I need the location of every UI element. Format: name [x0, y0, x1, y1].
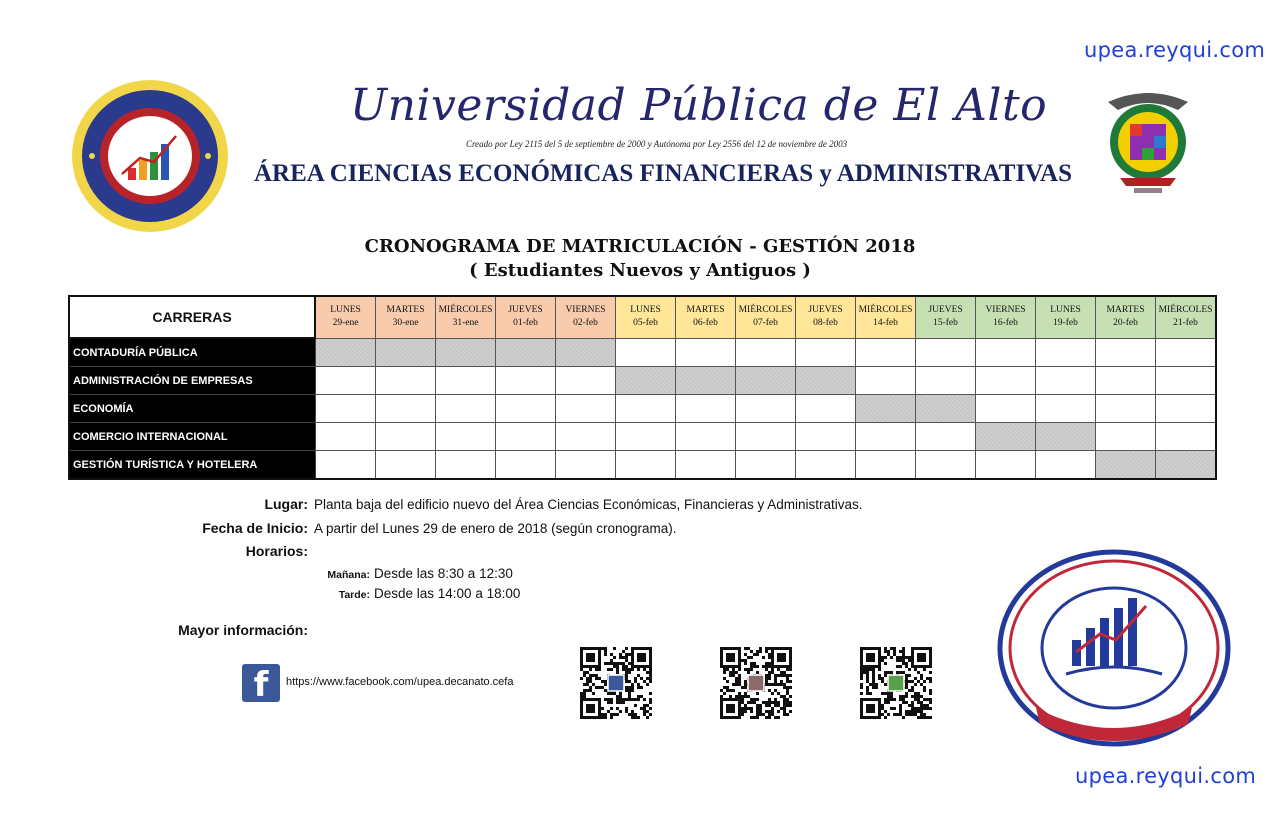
day-name: MARTES [386, 305, 425, 316]
day-date: 01-feb [513, 318, 538, 329]
empty-cell [796, 451, 856, 480]
enrollment-day-cell [376, 338, 436, 367]
empty-cell [376, 451, 436, 480]
empty-cell [1096, 395, 1156, 423]
tarde-value: Desde las 14:00 a 18:00 [374, 586, 521, 601]
day-name: MARTES [1106, 305, 1145, 316]
empty-cell [916, 423, 976, 451]
empty-cell [315, 395, 376, 423]
day-header [1036, 296, 1096, 338]
day-header [856, 296, 916, 338]
lugar-label: Lugar: [264, 496, 308, 512]
schedule-row [69, 451, 1216, 480]
empty-cell [676, 395, 736, 423]
empty-cell [315, 367, 376, 395]
day-date: 02-feb [573, 318, 598, 329]
empty-cell [496, 451, 556, 480]
schedule-row [69, 338, 1216, 367]
career-name: ECONOMÍA [69, 395, 315, 423]
tarde-label: Tarde: [338, 589, 370, 601]
manana-value: Desde las 8:30 a 12:30 [374, 566, 513, 581]
university-crest [1100, 86, 1196, 203]
empty-cell [736, 395, 796, 423]
schedule-title: CRONOGRAMA DE MATRICULACIÓN - GESTIÓN 2018 [364, 236, 916, 257]
empty-cell [436, 367, 496, 395]
career-name: GESTIÓN TURÍSTICA Y HOTELERA [69, 451, 315, 480]
day-date: 30-ene [392, 318, 419, 329]
day-header [976, 296, 1036, 338]
empty-cell [736, 423, 796, 451]
qr-code-website[interactable] [720, 647, 792, 724]
empty-cell [616, 423, 676, 451]
empty-cell [916, 367, 976, 395]
enrollment-day-cell [916, 395, 976, 423]
empty-cell [1036, 338, 1096, 367]
enrollment-day-cell [976, 423, 1036, 451]
schedule-row [69, 395, 1216, 423]
day-name: LUNES [1050, 305, 1081, 316]
facebook-icon[interactable]: f [242, 664, 280, 702]
day-date: 08-feb [813, 318, 838, 329]
enrollment-day-cell [616, 367, 676, 395]
day-name: MARTES [686, 305, 725, 316]
empty-cell [1096, 423, 1156, 451]
university-title: Universidad Pública de El Alto [350, 80, 1048, 131]
day-name: LUNES [330, 305, 361, 316]
empty-cell [916, 338, 976, 367]
day-name: MIÉRCOLES [1158, 305, 1213, 316]
day-header [436, 296, 496, 338]
enrollment-day-cell [796, 367, 856, 395]
manana-label: Mañana: [327, 569, 370, 581]
career-name: CONTADURÍA PÚBLICA [69, 338, 315, 367]
area-seal [996, 548, 1232, 753]
empty-cell [616, 338, 676, 367]
day-header [916, 296, 976, 338]
empty-cell [315, 423, 376, 451]
career-name: COMERCIO INTERNACIONAL [69, 423, 315, 451]
empty-cell [1036, 395, 1096, 423]
day-name: MIÉRCOLES [738, 305, 793, 316]
empty-cell [376, 395, 436, 423]
enrollment-day-cell [556, 338, 616, 367]
empty-cell [496, 423, 556, 451]
fecha-value: A partir del Lunes 29 de enero de 2018 (según cronograma). [314, 521, 677, 536]
schedule-subtitle: ( Estudiantes Nuevos y Antiguos ) [469, 260, 811, 281]
day-name: JUEVES [928, 305, 963, 316]
day-header [376, 296, 436, 338]
empty-cell [676, 451, 736, 480]
day-header [556, 296, 616, 338]
empty-cell [436, 451, 496, 480]
day-date: 06-feb [693, 318, 718, 329]
empty-cell [856, 423, 916, 451]
fecha-label: Fecha de Inicio: [202, 520, 308, 536]
empty-cell [736, 338, 796, 367]
empty-cell [436, 423, 496, 451]
empty-cell [496, 395, 556, 423]
empty-cell [315, 451, 376, 480]
enrollment-day-cell [315, 338, 376, 367]
watermark-bottom: upea.reyqui.com [1075, 764, 1257, 788]
day-name: MIÉRCOLES [438, 305, 493, 316]
creation-note: Creado por Ley 2115 del 5 de septiembre de 2000 y Autónoma por Ley 2556 del 12 de noviembre de 2003 [466, 139, 848, 149]
empty-cell [616, 451, 676, 480]
career-name: ADMINISTRACIÓN DE EMPRESAS [69, 367, 315, 395]
empty-cell [556, 395, 616, 423]
empty-cell [496, 367, 556, 395]
day-header [616, 296, 676, 338]
schedule-row [69, 423, 1216, 451]
empty-cell [796, 423, 856, 451]
empty-cell [856, 451, 916, 480]
empty-cell [376, 367, 436, 395]
empty-cell [1096, 367, 1156, 395]
empty-cell [1156, 338, 1217, 367]
day-name: VIERNES [565, 305, 606, 316]
qr-code-location[interactable] [860, 647, 932, 724]
day-header [496, 296, 556, 338]
empty-cell [556, 423, 616, 451]
day-date: 15-feb [933, 318, 958, 329]
day-header [736, 296, 796, 338]
empty-cell [676, 338, 736, 367]
enrollment-day-cell [856, 395, 916, 423]
day-date: 21-feb [1173, 318, 1198, 329]
mayor-info-label: Mayor información: [178, 622, 308, 638]
carreras-header: CARRERAS [69, 296, 315, 338]
enrollment-day-cell [736, 367, 796, 395]
enrollment-schedule-table [68, 295, 1217, 480]
day-name: JUEVES [808, 305, 843, 316]
empty-cell [676, 423, 736, 451]
day-date: 05-feb [633, 318, 658, 329]
empty-cell [976, 338, 1036, 367]
empty-cell [1156, 367, 1217, 395]
day-name: MIÉRCOLES [858, 305, 913, 316]
enrollment-day-cell [1036, 423, 1096, 451]
day-name: LUNES [630, 305, 661, 316]
schedule-row [69, 367, 1216, 395]
empty-cell [1036, 367, 1096, 395]
empty-cell [556, 367, 616, 395]
area-title: ÁREA CIENCIAS ECONÓMICAS FINANCIERAS y ADMINISTRATIVAS [254, 160, 1072, 187]
schedule-body [69, 338, 1216, 479]
empty-cell [856, 367, 916, 395]
enrollment-day-cell [496, 338, 556, 367]
schedule-header-row [69, 296, 1216, 338]
lugar-value: Planta baja del edificio nuevo del Área Ciencias Económicas, Financieras y Administrativas. [314, 497, 863, 512]
day-date: 29-ene [332, 318, 359, 329]
day-name: VIERNES [985, 305, 1026, 316]
facebook-link[interactable]: https://www.facebook.com/upea.decanato.cefa [286, 676, 514, 688]
empty-cell [976, 451, 1036, 480]
day-header [676, 296, 736, 338]
empty-cell [1096, 338, 1156, 367]
day-date: 16-feb [993, 318, 1018, 329]
day-header [1156, 296, 1217, 338]
empty-cell [976, 395, 1036, 423]
day-date: 20-feb [1113, 318, 1138, 329]
qr-code-facebook[interactable] [580, 647, 652, 724]
empty-cell [796, 338, 856, 367]
day-header [1096, 296, 1156, 338]
enrollment-day-cell [1156, 451, 1217, 480]
day-date: 31-ene [452, 318, 479, 329]
day-date: 19-feb [1053, 318, 1078, 329]
empty-cell [916, 451, 976, 480]
enrollment-day-cell [436, 338, 496, 367]
empty-cell [436, 395, 496, 423]
horarios-label: Horarios: [245, 543, 308, 559]
empty-cell [1156, 423, 1217, 451]
empty-cell [1156, 395, 1217, 423]
empty-cell [736, 451, 796, 480]
day-name: JUEVES [508, 305, 543, 316]
watermark-top: upea.reyqui.com [1084, 38, 1266, 62]
day-header [796, 296, 856, 338]
enrollment-day-cell [1096, 451, 1156, 480]
empty-cell [976, 367, 1036, 395]
day-date: 07-feb [753, 318, 778, 329]
day-header [315, 296, 376, 338]
empty-cell [556, 451, 616, 480]
empty-cell [376, 423, 436, 451]
empty-cell [616, 395, 676, 423]
empty-cell [796, 395, 856, 423]
day-date: 14-feb [873, 318, 898, 329]
area-logo [70, 78, 230, 239]
empty-cell [856, 338, 916, 367]
enrollment-day-cell [676, 367, 736, 395]
empty-cell [1036, 451, 1096, 480]
